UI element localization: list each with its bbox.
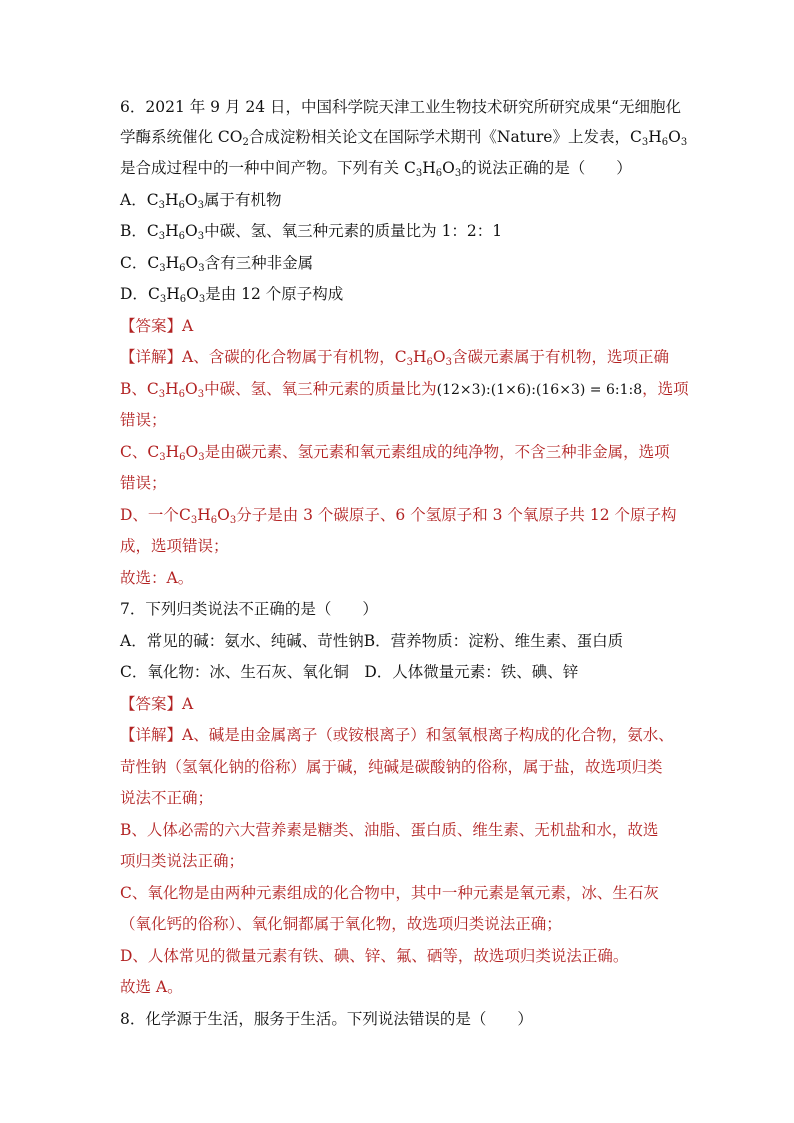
q7-detail-3: 说法不正确； [120, 789, 214, 807]
formula-c3h6o3: $C_3H_6O_3$ [629, 128, 688, 148]
q7-options-cd: C．氧化物：冰、生石灰、氧化铜 D．人体微量元素：铁、碘、锌 [120, 663, 579, 681]
q6-detail-d-cont: 成，选项错误； [120, 537, 229, 555]
q6-option-d: D．$C_3H_6O_3$是由 12 个原子构成 [120, 285, 344, 305]
q6-stem-line-2: 学酶系统催化 $CO_2$合成淀粉相关论文在国际学术期刊《Nature》上发表，$C_3H_6O_3$ [120, 128, 688, 148]
formula-c3h6o3: $C_3H_6O_3$ [394, 348, 452, 368]
formula-c3h6o3: $C_3H_6O_3$ [147, 254, 205, 274]
q6-detail-b-cont: 错误； [120, 411, 167, 429]
formula-c3h6o3: $C_3H_6O_3$ [147, 443, 205, 463]
q6-stem-line-1: 6．2021 年 9 月 24 日，中国科学院天津工业生物技术研究所研究成果“无细胞化 [120, 98, 681, 116]
q6-detail-b: B、$C_3H_6O_3$中碳、氢、氧三种元素的质量比为(12×3):(1×6):(16×3) = 6:1:8，选项 [120, 380, 689, 400]
q6-detail-d: D、一个$C_3H_6O_3$分子是由 3 个碳原子、6 个氢原子和 3 个氧原子共 12 个原子构 [120, 506, 677, 526]
q6-option-c: C．$C_3H_6O_3$含有三种非金属 [120, 254, 314, 274]
q7-conclusion: 故选 A。 [120, 978, 183, 996]
formula-c3h6o3: $C_3H_6O_3$ [403, 159, 462, 179]
q7-options-ab: A．常见的碱：氨水、纯碱、苛性钠B．营养物质：淀粉、维生素、蛋白质 [120, 632, 624, 650]
q6-option-b: B．$C_3H_6O_3$中碳、氢、氧三种元素的质量比为 1：2：1 [120, 222, 503, 242]
q6-detail-c: C、$C_3H_6O_3$是由碳元素、氢元素和氧元素组成的纯净物，不含三种非金属，选项 [120, 443, 670, 463]
q7-detail-5: 项归类说法正确； [120, 852, 245, 870]
q6-option-a: A．$C_3H_6O_3$属于有机物 [120, 191, 282, 211]
q7-detail-4: B、人体必需的六大营养素是糖类、油脂、蛋白质、维生素、无机盐和水，故选 [120, 821, 659, 839]
q8-stem: 8．化学源于生活，服务于生活。下列说法错误的是（ ） [120, 1010, 533, 1028]
q7-detail-7: （氧化钙的俗称）、氧化铜都属于氧化物，故选项归类说法正确； [120, 915, 562, 933]
q6-stem-line-3: 是合成过程中的一种中间产物。下列有关 $C_3H_6O_3$的说法正确的是（ ） [120, 159, 632, 179]
q7-answer: 【答案】A [120, 695, 194, 713]
q6-detail-a: 【详解】A、含碳的化合物属于有机物，$C_3H_6O_3$含碳元素属于有机物，选项正确 [120, 348, 669, 368]
q7-detail-2: 苛性钠（氢氧化钠的俗称）属于碱，纯碱是碳酸钠的俗称，属于盐，故选项归类 [120, 758, 663, 776]
q7-stem: 7．下列归类说法不正确的是（ ） [120, 600, 378, 618]
q7-detail-1: 【详解】A、碱是由金属离子（或铵根离子）和氢氧根离子构成的化合物，氨水、 [120, 726, 674, 744]
q7-detail-6: C、氧化物是由两种元素组成的化合物中，其中一种元素是氧元素，冰、生石灰 [120, 884, 659, 902]
q6-conclusion: 故选：A。 [120, 569, 194, 587]
q6-detail-c-cont: 错误； [120, 474, 167, 492]
formula-c3h6o3: $C_3H_6O_3$ [146, 191, 204, 211]
formula-c3h6o3: $C_3H_6O_3$ [178, 506, 237, 526]
formula-c3h6o3: $C_3H_6O_3$ [147, 285, 206, 305]
formula-c3h6o3: $C_3H_6O_3$ [146, 222, 205, 242]
formula-c3h6o3: $C_3H_6O_3$ [146, 380, 205, 400]
q7-detail-8: D、人体常见的微量元素有铁、碘、锌、氟、硒等，故选项归类说法正确。 [120, 947, 629, 965]
q6-answer: 【答案】A [120, 317, 194, 335]
mass-ratio-formula: (12×3):(1×6):(16×3) = 6:1:8 [436, 382, 643, 398]
